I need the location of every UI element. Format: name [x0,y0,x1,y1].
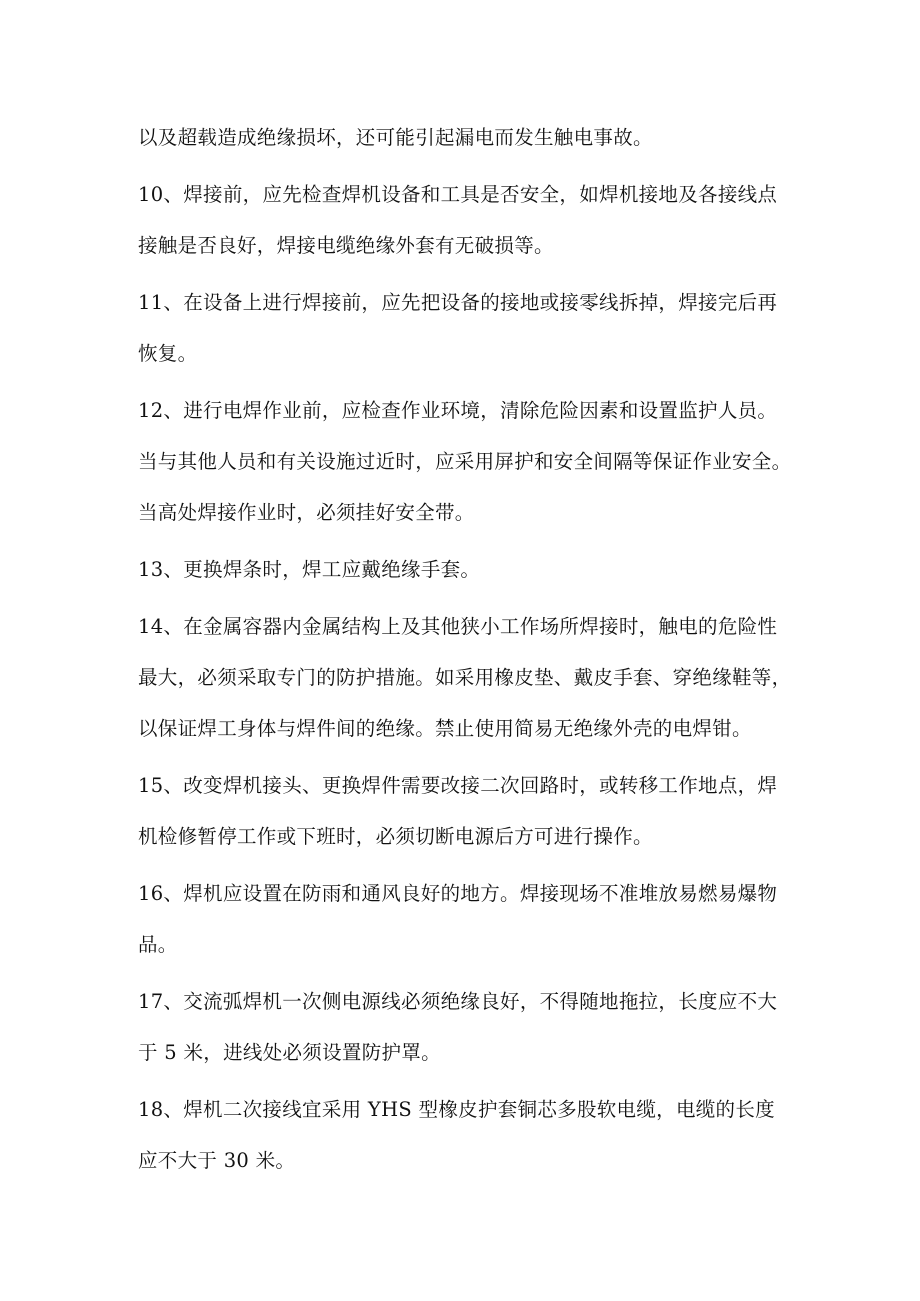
text-line: 14、在金属容器内金属结构上及其他狭小工作场所焊接时，触电的危险性 [138,615,778,638]
text-line: 15、改变焊机接头、更换焊件需要改接二次回路时，或转移工作地点，焊 [138,774,778,797]
paragraph-item-12 [138,385,798,538]
text-line: 接触是否良好，焊接电缆绝缘外套有无破损等。 [138,234,554,257]
paragraph-item-18 [138,1084,798,1186]
document-body [138,112,798,1192]
paragraph-item-11 [138,277,798,379]
paragraph-item-15 [138,760,798,862]
text-line: 13、更换焊条时，焊工应戴绝缘手套。 [138,558,481,581]
text-line: 11、在设备上进行焊接前，应先把设备的接地或接零线拆掉，焊接完后再 [138,291,778,314]
text-line: 当与其他人员和有关设施过近时，应采用屏护和安全间隔等保证作业安全。 [138,450,792,473]
text-line: 品。 [138,933,178,956]
text-line: 10、焊接前，应先检查焊机设备和工具是否安全，如焊机接地及各接线点 [138,183,778,206]
text-line: 18、焊机二次接线宜采用 YHS 型橡皮护套铜芯多股软电缆，电缆的长度 [138,1098,775,1121]
paragraph-item-13 [138,544,798,595]
text-line: 17、交流弧焊机一次侧电源线必须绝缘良好，不得随地拖拉，长度应不大 [138,990,778,1013]
paragraph-continuation [138,112,798,163]
paragraph-item-17 [138,976,798,1078]
text-line: 16、焊机应设置在防雨和通风良好的地方。焊接现场不准堆放易燃易爆物 [138,882,778,905]
text-line: 恢复。 [138,342,198,365]
text-line: 当高处焊接作业时，必须挂好安全带。 [138,501,475,524]
text-line: 以保证焊工身体与焊件间的绝缘。禁止使用简易无绝缘外壳的电焊钳。 [138,717,752,740]
text-line: 于 5 米，进线处必须设置防护罩。 [138,1041,441,1064]
text-line: 机检修暂停工作或下班时，必须切断电源后方可进行操作。 [138,825,653,848]
paragraph-item-14 [138,601,798,754]
paragraph-item-16 [138,868,798,970]
text-line: 12、进行电焊作业前，应检查作业环境，清除危险因素和设置监护人员。 [138,399,778,422]
text-line: 应不大于 30 米。 [138,1149,296,1172]
paragraph-item-10 [138,169,798,271]
text-line: 以及超载造成绝缘损坏，还可能引起漏电而发生触电事故。 [138,126,653,149]
text-line: 最大，必须采取专门的防护措施。如采用橡皮垫、戴皮手套、穿绝缘鞋等， [138,666,792,689]
